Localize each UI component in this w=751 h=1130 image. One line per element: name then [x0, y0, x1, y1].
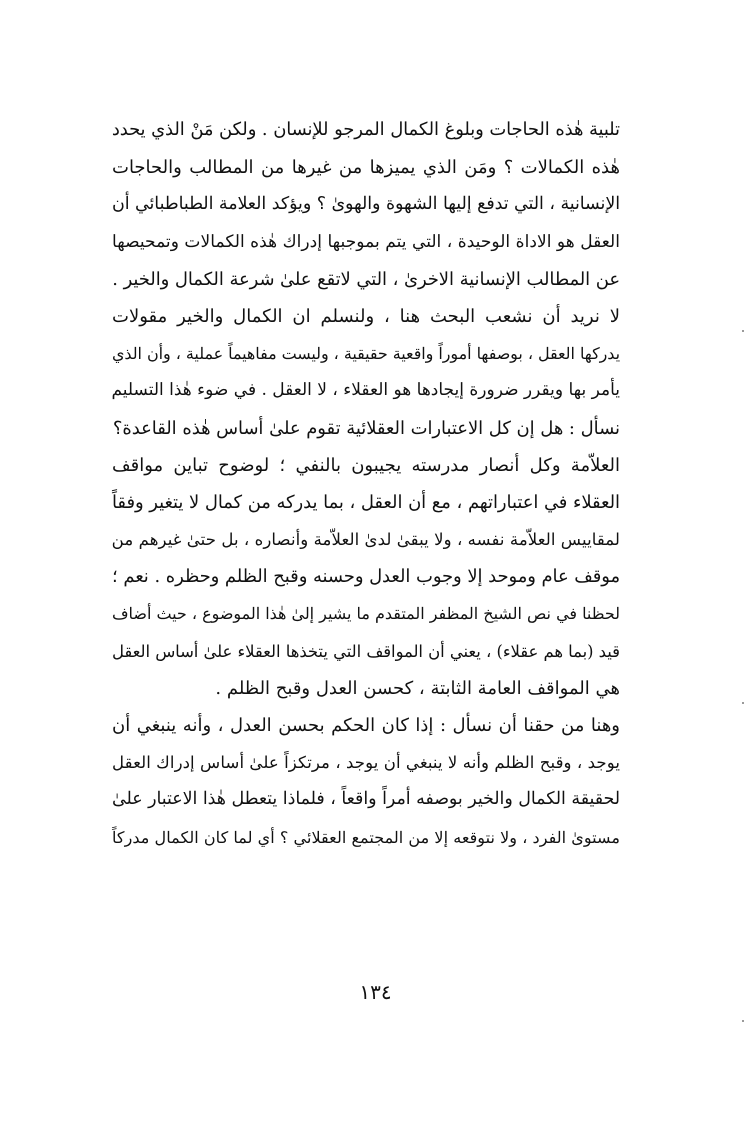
- text-line: لحظنا في نص الشيخ المظفر المتقدم ما يشير إلىٰ هٰذا الموضوع ، حيث أضاف: [112, 604, 620, 624]
- text-line: مستوىٰ الفرد ، ولا نتوقعه إلا من المجتمع العقلائي ؟ أي لما كان الكمال مدركاً: [112, 827, 620, 847]
- text-line: هٰذه الكمالات ؟ ومَن الذي يميزها من غيرها من المطالب والحاجات: [112, 157, 620, 179]
- text-line: لا نريد أن نشعب البحث هنا ، ولنسلم ان الكمال والخير مقولات: [112, 305, 620, 327]
- text-line: يأمر بها ويقرر ضرورة إيجادها هو العقلاء ، لا العقل . في ضوء هٰذا التسليم: [111, 380, 620, 401]
- text-line: موقف عام وموحد إلا وجوب العدل وحسنه وقبح الظلم وحظره . نعم ؛: [112, 566, 620, 588]
- text-line: تلبية هٰذه الحاجات وبلوغ الكمال المرجو للإنسان . ولكن مَنْ الذي يحدد: [111, 120, 620, 140]
- text-line: العقل هو الاداة الوحيدة ، التي يتم بموجبها إدراك هٰذه الكمالات وتمحيصها: [112, 231, 620, 252]
- text-line: نسأل : هل إن كل الاعتبارات العقلائية تقوم علىٰ أساس هٰذه القاعدة؟: [112, 417, 620, 439]
- body-text: [112, 112, 620, 856]
- page-number: ١٣٤: [359, 980, 392, 1004]
- text-line: عن المطالب الإنسانية الاخرىٰ ، التي لاتقع علىٰ شرعة الكمال والخير .: [112, 268, 620, 290]
- text-line: يدركها العقل ، بوصفها أموراً واقعية حقيقية ، وليست مفاهيماً عملية ، وأن الذي: [112, 344, 620, 364]
- text-line: الإنسانية ، التي تدفع إليها الشهوة والهوىٰ ؟ ويؤكد العلامة الطباطبائي أن: [112, 194, 620, 215]
- scan-speck: [742, 330, 744, 332]
- text-line: لحقيقة الكمال والخير بوصفه أمراً واقعاً ، فلماذا يتعطل هٰذا الاعتبار علىٰ: [112, 789, 620, 810]
- text-line: العقلاء في اعتباراتهم ، مع أن العقل ، بما يدركه من كمال لا يتغير وفقاً: [112, 491, 620, 513]
- text-line: هي المواقف العامة الثابتة ، كحسن العدل وقبح الظلم .: [215, 677, 620, 699]
- scan-speck: [742, 702, 744, 704]
- text-line: وهنا من حقنا أن نسأل : إذا كان الحكم بحسن العدل ، وأنه ينبغي أن: [112, 715, 620, 736]
- scan-speck: [742, 1020, 744, 1022]
- text-line: لمقاييس العلاّمة نفسه ، ولا يبقىٰ لدىٰ العلاّمة وأنصاره ، بل حتىٰ غيرهم من: [111, 530, 620, 550]
- text-line: العلاّمة وكل أنصار مدرسته يجيبون بالنفي ؛ لوضوح تباين مواقف: [112, 454, 620, 476]
- text-line: يوجد ، وقبح الظلم وأنه لا ينبغي أن يوجد ، مرتكزاً علىٰ أساس إدراك العقل: [112, 753, 620, 773]
- text-line: قيد (بما هم عقلاء) ، يعني أن المواقف التي يتخذها العقلاء علىٰ أساس العقل: [112, 641, 620, 661]
